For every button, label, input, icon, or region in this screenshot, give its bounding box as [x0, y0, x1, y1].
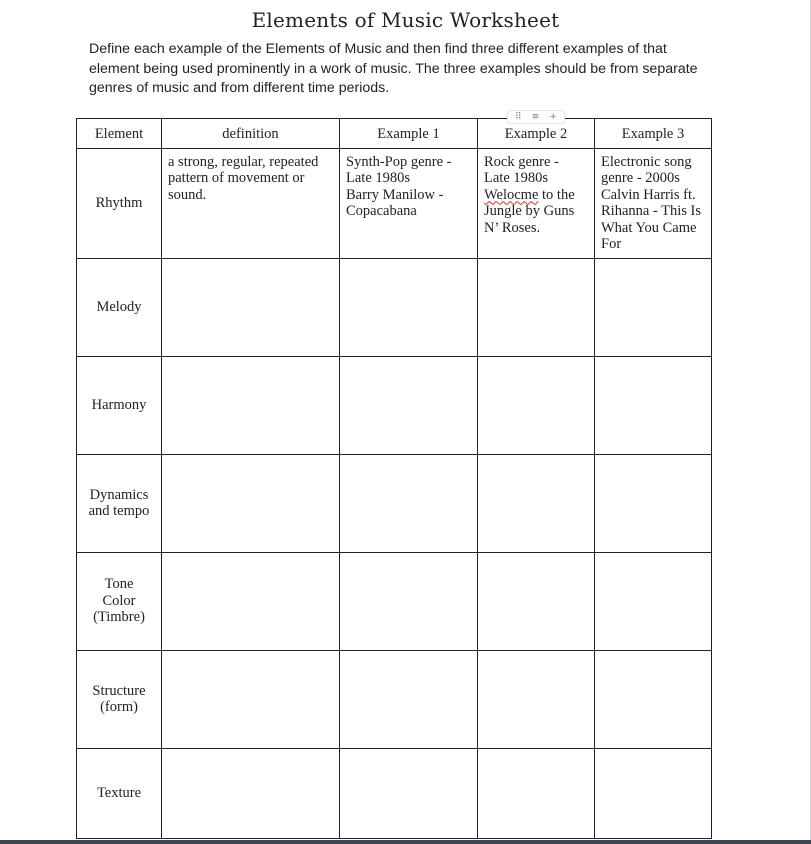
drag-handle-icon[interactable]: ⠿	[515, 112, 522, 122]
filter-icon[interactable]: ≡	[531, 112, 540, 122]
element-cell-tone-color[interactable]	[77, 552, 162, 650]
element-cell-dynamics[interactable]	[77, 454, 162, 552]
element-cell-melody[interactable]: Melody	[77, 258, 162, 356]
cell-text: Rock genre -	[484, 153, 559, 170]
cell-text: Tone	[104, 576, 134, 593]
spellcheck-word[interactable]: Welocme	[484, 186, 539, 203]
cell-text: Late 1980s	[346, 170, 411, 186]
table-row	[77, 148, 712, 258]
table-header-row	[77, 119, 712, 149]
cell-text: Color	[102, 592, 136, 609]
cell-text: Synth-Pop genre -	[346, 153, 452, 170]
definition-cell[interactable]: a strong, regular, repeated pattern of movement or sound.	[162, 148, 340, 258]
cell-text: to the Jungle by Guns N’ Roses.	[484, 186, 575, 236]
element-cell-texture[interactable]: Texture	[77, 748, 162, 838]
element-cell-rhythm[interactable]: Rhythm	[77, 148, 162, 258]
example-2-cell[interactable]	[478, 148, 595, 258]
example-2-cell[interactable]	[478, 356, 595, 454]
cell-text: Dynamics	[89, 486, 149, 503]
table-row	[77, 650, 712, 748]
table-row	[77, 258, 712, 356]
example-1-cell[interactable]	[340, 148, 478, 258]
table-row	[77, 356, 712, 454]
bottom-bar	[0, 840, 811, 844]
definition-cell[interactable]	[162, 650, 340, 748]
cell-text: (Timbre)	[93, 609, 145, 626]
example-3-cell[interactable]	[595, 650, 712, 748]
definition-cell[interactable]	[162, 258, 340, 356]
table-row	[77, 454, 712, 552]
example-1-cell[interactable]	[340, 356, 478, 454]
definition-cell[interactable]	[162, 748, 340, 838]
worksheet-table	[76, 118, 712, 839]
example-3-cell[interactable]	[595, 748, 712, 838]
header-example-2: Example 2	[478, 119, 595, 149]
example-2-cell[interactable]	[478, 552, 595, 650]
table-row	[77, 552, 712, 650]
example-3-cell[interactable]	[595, 552, 712, 650]
example-3-cell[interactable]	[595, 454, 712, 552]
cell-text: and tempo	[88, 503, 150, 519]
example-2-cell[interactable]	[478, 748, 595, 838]
header-element: Element	[77, 119, 162, 149]
example-2-cell[interactable]	[478, 650, 595, 748]
header-example-1: Example 1	[340, 119, 478, 149]
intro-paragraph: Define each example of the Elements of Music and then find three different examples of that element being used prominently in a work of music. The three examples should be from separate genres of music and from different time periods.	[89, 41, 698, 96]
cell-text: Barry Manilow -	[346, 186, 444, 203]
example-2-cell[interactable]	[478, 454, 595, 552]
example-3-cell[interactable]	[595, 258, 712, 356]
cell-text: Late 1980s	[484, 170, 549, 186]
document-title: Elements of Music Worksheet	[251, 8, 560, 32]
cell-text: Copacabana	[346, 203, 417, 219]
definition-cell[interactable]	[162, 356, 340, 454]
element-cell-harmony[interactable]: Harmony	[77, 356, 162, 454]
example-1-cell[interactable]	[340, 454, 478, 552]
example-1-cell[interactable]	[340, 258, 478, 356]
example-1-cell[interactable]	[340, 552, 478, 650]
example-2-cell[interactable]	[478, 258, 595, 356]
header-example-3: Example 3	[595, 119, 712, 149]
add-icon[interactable]: +	[549, 112, 557, 122]
definition-cell[interactable]	[162, 454, 340, 552]
cell-text: Structure	[92, 682, 146, 699]
header-definition: definition	[162, 119, 340, 149]
table-toolbar[interactable]	[507, 110, 565, 124]
definition-cell[interactable]	[162, 552, 340, 650]
example-3-cell[interactable]: Electronic song genre - 2000s Calvin Harris ft. Rihanna - This Is What You Came For	[595, 148, 712, 258]
element-cell-structure[interactable]	[77, 650, 162, 748]
example-1-cell[interactable]	[340, 748, 478, 838]
table-row	[77, 748, 712, 838]
cell-text: (form)	[100, 699, 138, 715]
example-3-cell[interactable]	[595, 356, 712, 454]
example-1-cell[interactable]	[340, 650, 478, 748]
